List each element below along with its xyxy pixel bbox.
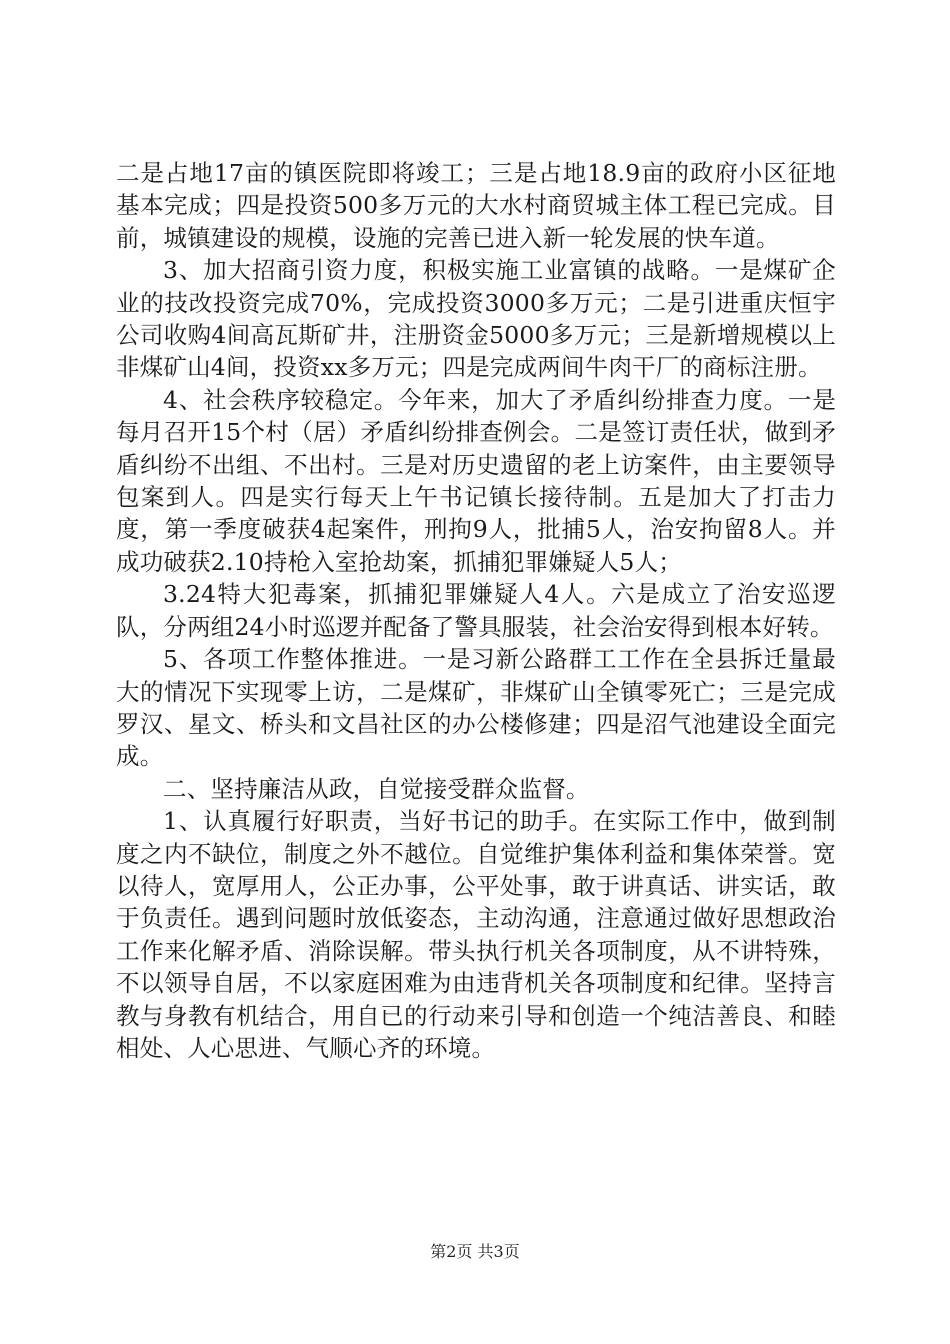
section-heading-integrity: 二、坚持廉洁从政，自觉接受群众监督。 (163, 774, 590, 803)
paragraph-duties: 1、认真履行好职责，当好书记的助手。在实际工作中，做到制度之内不缺位，制度之外不越位。自觉维护集体利益和集体荣誉。宽以待人，宽厚用人，公正办事，公平处事，敢于讲真话、讲实话，敢于负责任。遇到问题时放低姿态，主动沟通，注意通过做好思想政治工作来化解矛盾、消除误解。带头执行机关各项制度，从不讲特殊，不以领导自居，不以家庭困难为由违背机关各项制度和纪律。坚持言教与身教有机结合，用自已的行动来引导和创造一个纯洁善良、和睦相处、人心思进、气顺心齐的环境。 (116, 807, 836, 1062)
paragraph-social-order: 4、社会秩序较稳定。今年来，加大了矛盾纠纷排查力度。一是每月召开15个村（居）矛盾纠纷排查例会。二是签订责任状，做到矛盾纠纷不出组、不出村。三是对历史遗留的老上访案件，由主要领导包案到人。四是实行每天上午书记镇长接待制。五是加大了打击力度，第一季度破获4起案件，刑拘9人，批捕5人，治安拘留8人。并成功破获2.10持枪入室抢劫案，抓捕犯罪嫌疑人5人； (116, 385, 836, 576)
page-footer: 第2页 共3页 (430, 1242, 520, 1261)
paragraph-overall-progress: 5、各项工作整体推进。一是习新公路群工工作在全县拆迁量最大的情况下实现零上访，二是煤矿，非煤矿山全镇零死亡；三是完成罗汉、星文、桥头和文昌社区的办公楼修建；四是沼气池建设全面完成。 (116, 645, 836, 771)
document-body (116, 157, 836, 1064)
paragraph-continuation: 二是占地17亩的镇医院即将竣工；三是占地18.9亩的政府小区征地基本完成；四是投资500多万元的大水村商贸城主体工程已完成。目前，城镇建设的规模，设施的完善已进入新一轮发展的快车道。 (116, 159, 836, 252)
paragraph-drug-case: 3.24特大犯毒案，抓捕犯罪嫌疑人4人。六是成立了治安巡逻队，分两组24小时巡逻并配备了警具服装，社会治安得到根本好转。 (116, 580, 836, 641)
paragraph-investment: 3、加大招商引资力度，积极实施工业富镇的战略。一是煤矿企业的技改投资完成70%，完成投资3000多万元；二是引进重庆恒宇公司收购4间高瓦斯矿井，注册资金5000多万元；三是新增规模以上非煤矿山4间，投资xx多万元；四是完成两间牛肉干厂的商标注册。 (116, 256, 836, 382)
